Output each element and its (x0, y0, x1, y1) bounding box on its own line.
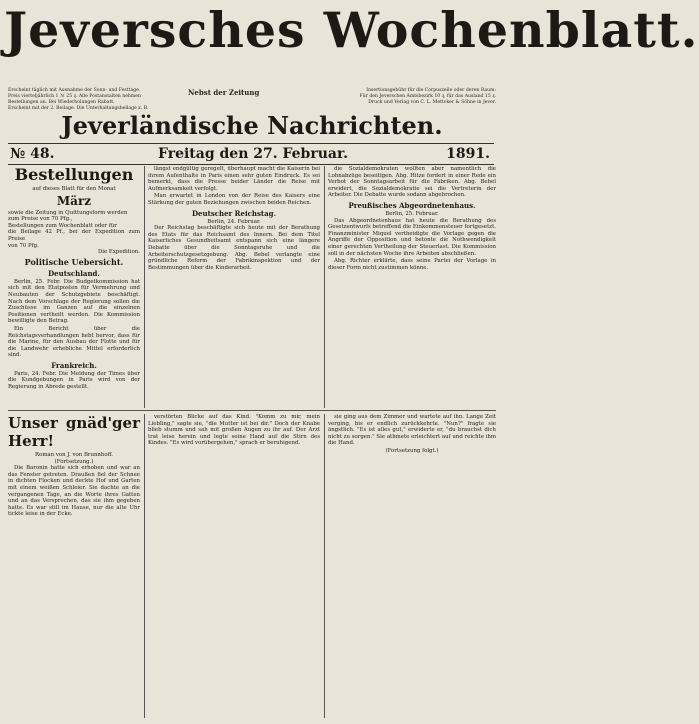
header-left-line: Preis vierteljährlich 1 ℳ 25 ₰. Alle Postanstalten nehmen (8, 94, 141, 99)
abgeordnetenhaus-dateline: Berlin, 25. Februar. (385, 210, 439, 217)
article-paragraph: Abg. Richter erklärte, dass seine Partei der Vorlage in dieser Form nicht zustimmen könne. (328, 258, 496, 271)
header-right-info (290, 88, 496, 106)
subscription-intro: auf dieses Blatt für den Monat (32, 186, 116, 192)
politics-subheading: Deutschland. (48, 268, 100, 278)
header-right-line: Insertionsgebühr für die Corpuszeile oder deren Raum: (366, 88, 496, 93)
header-center-info: Nebst der Zeitung (188, 88, 260, 97)
issue-year: 1891. (446, 146, 490, 162)
column-3 (328, 166, 496, 408)
article-paragraph: längst endgültig geregelt, überhaupt macht die Kaiserin bei ihrem Aufenthalte in Paris einen sehr guten Eindruck. Es sei bemerkt, dass die Presse beider Länder die Reise mit Aufmerksamkeit verfolgt. (148, 166, 320, 192)
article-paragraph: Man erwartet in London von der Reise des Kaisers eine Stärkung der guten Beziehungen zwischen beiden Reichen. (148, 193, 320, 206)
feuilleton-title: Unser gnäd'ger Herr! (8, 414, 140, 450)
abgeordnetenhaus-heading: Preußisches Abgeordnetenhaus. (348, 200, 476, 210)
article-paragraph: Das Abgeordnetenhaus hat heute die Berathung des Gesetzentwurfs betreffend die Einkommensteuer fortgesetzt. Finanzminister Miquel vertheidigte die Vorlage gegen die Angriffe der Opposition und betonte die Nothwendigkeit einer gerechten Vertheilung der Steuerlast. Die Kommission soll in der nächsten Woche ihre Arbeiten abschließen. (328, 217, 496, 257)
header-left-line: Bestellungen an. Bei Wiederholungen Rabatt. (8, 100, 115, 105)
column-2 (148, 166, 320, 408)
feuilleton-paragraph: sie ging aus dem Zimmer und wartete auf ihn. Lange Zeit verging, bis er endlich zurückkehrte. "Nun?" fragte sie ängstlich. "Es ist alles gut," erwiderte er, "du brauchst dich nicht zu sorgen." Sie athmete erleichtert auf und reichte ihm die Hand. (328, 414, 496, 447)
politics-heading: Politische Uebersicht. (24, 256, 124, 267)
column-divider (324, 166, 325, 408)
article-paragraph: die Sozialdemokraten wollten aber namentlich die Lohnabzüge beseitigen. Abg. Hitze fordert in einer Rede ein Verbot der Sonntagsarbeit für die Fabriken. Abg. Bebel erwidert, die Sozialdemokratie sei die Vertreterin der Arbeiter. Die Debatte wurde sodann abgebrochen. (328, 166, 496, 199)
column-1 (8, 166, 140, 408)
feuilleton-column-2 (148, 414, 320, 718)
subscription-line: die Beilage 42 Pf., bei der Expedition zum Preise (8, 229, 140, 242)
article-paragraph: Ein Bericht über die Reichstagsverhandlungen hebt hervor, dass für die Marine, für den Ausbau der Flotte und für die Landwehr erhebliche Mittel erforderlich sind. (8, 325, 140, 359)
politics-subheading-2: Frankreich. (51, 360, 97, 370)
column-divider (144, 166, 145, 408)
feuilleton-column-1 (8, 414, 140, 718)
feuilleton-divider (8, 410, 496, 411)
issue-number: № 48. (10, 146, 55, 162)
feuilleton-paragraph: verstörten Blicke auf das Kind. "Komm zu mir, mein Liebling," sagte sie, "die Mutter ist bei dir." Doch der Knabe blieb stumm und sah mit großen Augen zu ihr auf. Der Arzt trat leise herein und legte seine Hand auf die Stirn des Kindes. "Es wird vorübergehen," sprach er beruhigend. (148, 414, 320, 447)
subscription-heading: Bestellungen (14, 165, 134, 184)
subscription-line: zum Preise von 70 Pfg., (8, 216, 73, 223)
subscription-sign: Die Expedition. (97, 249, 140, 256)
reichstag-dateline: Berlin, 24. Februar. (207, 218, 261, 225)
date-bar (8, 143, 494, 165)
header-right-line: Druck und Verlag von C. L. Mettcker & Söhne in Jever. (368, 100, 496, 105)
article-paragraph: Berlin, 25. Febr. Die Budgetkommission hat sich mit den Etatposten für Vermehrung und Neubauten der Schutzgebiete beschäftigt. Nach dem Vorschlage der Regierung sollen die Zuschüsse im Ganzen auf die einzelnen Positionen vertheilt werden. Die Kommission bewilligte den Betrag. (8, 278, 140, 325)
issue-date: Freitag den 27. Februar. (158, 146, 348, 162)
masthead-title: Jeversches Wochenblatt. (4, 1, 699, 59)
subtitle: Jeverländische Nachrichten. (61, 111, 443, 140)
subscription-line: von 70 Pfg. (8, 242, 39, 249)
feuilleton-continued: (Fortsetzung.) (54, 458, 94, 465)
column-divider (144, 414, 145, 718)
column-divider (324, 414, 325, 718)
subscription-line: sowie die Zeitung in Quittungsform werden (8, 209, 128, 216)
feuilleton-paragraph: Die Baronin hatte sich erhoben und war an das Fenster getreten. Draußen fiel der Schnee in dichten Flocken und deckte Hof und Garten mit einem weißen Schleier. Sie dachte an die vergangenen Tage, an die Worte ihres Gatten und an das Versprechen, das sie ihm gegeben hatte. Es war still im Hause, nur die alte Uhr tickte leise in der Ecke. (8, 465, 140, 518)
feuilleton-to-be-continued: (Fortsetzung folgt.) (385, 447, 439, 454)
subscription-month: März (56, 193, 92, 208)
reichstag-heading: Deutscher Reichstag. (191, 208, 277, 218)
header-right-line: Für den Jeverschen Amtsbezirk 10 ₰, für das Ausland 15 ₰. (359, 94, 496, 99)
header-left-info (8, 88, 168, 112)
article-paragraph: Paris, 24. Febr. Die Meldung der Times über die Kundgebungen in Paris wird von der Regierung in Abrede gestellt. (8, 370, 140, 391)
header-left-line: Erscheint täglich mit Ausnahme der Sonn- und Festtage. (8, 88, 141, 93)
header-left-line: Erscheint mit der 2. Beilage: Die Unterhaltungsbeilage z. B. (8, 106, 149, 111)
feuilleton-byline: Roman von J. von Brunnhoff. (35, 452, 113, 458)
feuilleton-column-3 (328, 414, 496, 718)
subscription-line: Bestellungen zum Wochenblatt oder für (8, 222, 117, 229)
article-paragraph: Der Reichstag beschäftigte sich heute mit der Berathung des Etats für das Reichsamt des Innern. Bei dem Titel Kaiserliches Gesundheitsamt entspann sich eine längere Debatte über die Sonntagsruhe und die Arbeiterschutzgesetzgebung. Abg. Bebel verlangte eine gründliche Reform der Fabrikinspektion und der Bestimmungen über die Kinderarbeit. (148, 225, 320, 271)
